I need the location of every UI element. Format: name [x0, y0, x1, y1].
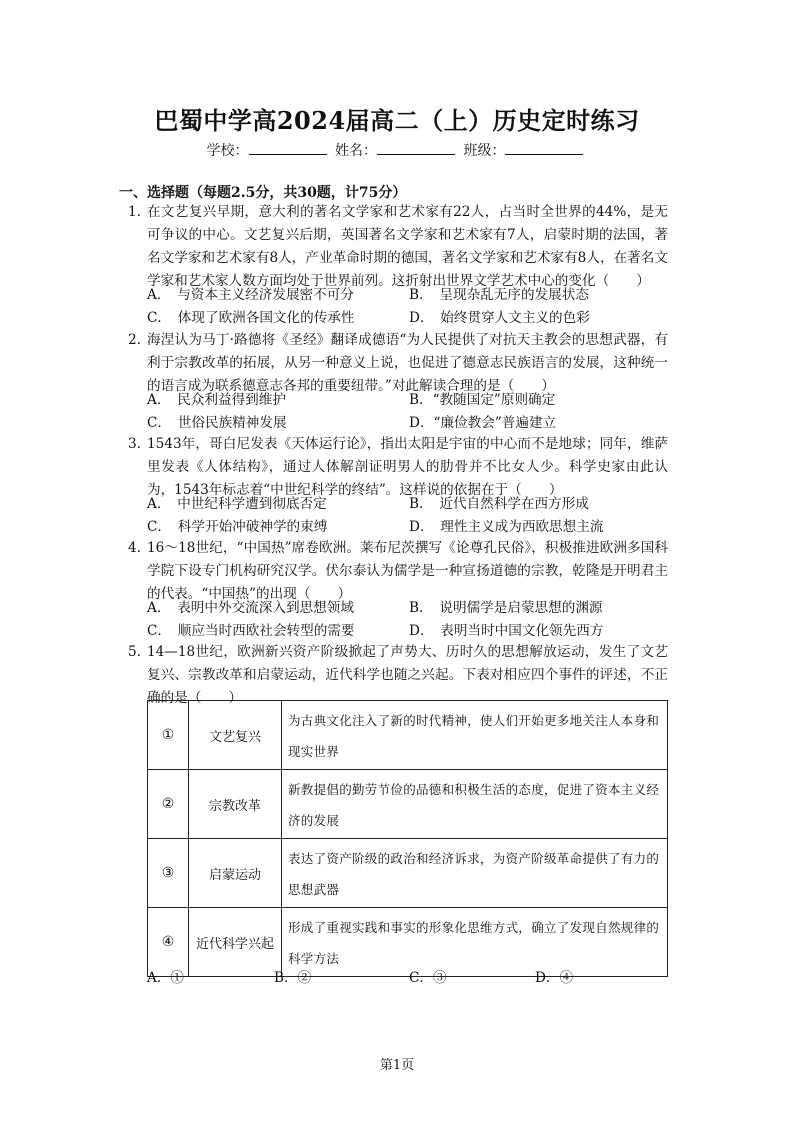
row-event: 启蒙运动 — [189, 839, 282, 908]
option-b: B．② — [274, 970, 312, 986]
question-text: 14—18世纪，欧洲新兴资产阶级掀起了声势大、历时久的思想解放运动，发生了文艺复兴、宗教改革和启蒙运动，近代科学也随之兴起。下表对相应四个事件的评述，不正确的是（ ） — [147, 644, 668, 706]
row-event: 近代科学兴起 — [189, 908, 282, 977]
row-mark: ② — [148, 770, 189, 839]
option-b: B． 呈现杂乱无序的发展状态 — [409, 287, 589, 303]
question-1 — [128, 201, 668, 293]
question-4 — [128, 537, 668, 606]
option-a: A．① — [147, 970, 185, 986]
option-b: B．“教随国定”原则确定 — [409, 392, 556, 408]
name-label: 姓名： — [335, 143, 377, 159]
section-heading: 一、选择题（每题2.5分，共30题，计75分） — [119, 185, 407, 201]
table-row — [148, 701, 668, 770]
page-number: 第1页 — [379, 1058, 415, 1073]
table-row — [148, 908, 668, 977]
option-b: B． 说明儒学是启蒙思想的渊源 — [409, 600, 603, 616]
option-d: D．“廉俭教会”普遍建立 — [409, 414, 557, 431]
student-info-line — [0, 140, 794, 160]
question-number: 3． — [128, 436, 151, 452]
table-row — [148, 770, 668, 839]
question-4-options — [147, 597, 667, 642]
question-2 — [128, 329, 668, 398]
option-c: C． 世俗民族精神发展 — [147, 414, 287, 431]
row-mark: ④ — [148, 908, 189, 977]
option-d: D． 始终贯穿人文主义的色彩 — [409, 309, 590, 326]
option-c: C．③ — [409, 970, 447, 986]
question-text: 海涅认为马丁·路德将《圣经》翻译成德语“为人民提供了对抗天主教会的思想武器，有利于宗教改革的拓展，从另一种意义上说，也促进了德意志民族语言的发展，这种统一的语言成为联系德意志各邦的重要纽带。”对此解读合理的是（ ） — [147, 332, 668, 394]
class-label: 班级： — [463, 143, 506, 159]
option-a: A． 中世纪科学遭到彻底否定 — [147, 496, 327, 512]
option-a: A． 表明中外交流深入到思想领域 — [147, 600, 354, 616]
question-3-options — [147, 493, 667, 538]
question-1-options — [147, 284, 667, 329]
question-2-options — [147, 389, 667, 434]
option-b: B． 近代自然科学在西方形成 — [409, 496, 589, 512]
question-number: 5． — [128, 644, 151, 660]
row-event: 宗教改革 — [189, 770, 282, 839]
name-blank — [377, 142, 455, 155]
evaluation-table — [147, 700, 668, 977]
question-number: 4． — [128, 540, 151, 556]
row-comment: 形成了重视实践和事实的形象化思维方式，确立了发现自然规律的科学方法 — [282, 908, 668, 977]
row-mark: ① — [148, 701, 189, 770]
school-blank — [249, 142, 327, 155]
option-d: D． 表明当时中国文化领先西方 — [409, 622, 604, 639]
row-comment: 新教提倡的勤劳节俭的品德和积极生活的态度，促进了资本主义经济的发展 — [282, 770, 668, 839]
row-comment: 为古典文化注入了新的时代精神，使人们开始更多地关注人本身和现实世界 — [282, 701, 668, 770]
option-d: D． 理性主义成为西欧思想主流 — [409, 518, 604, 535]
row-comment: 表达了资产阶级的政治和经济诉求，为资产阶级革命提供了有力的思想武器 — [282, 839, 668, 908]
page-title: 巴蜀中学高2024届高二（上）历史定时练习 — [154, 106, 640, 135]
option-a: A． 民众利益得到维护 — [147, 392, 286, 408]
option-c: C． 科学开始冲破神学的束缚 — [147, 518, 328, 535]
row-event: 文艺复兴 — [189, 701, 282, 770]
option-d: D．④ — [535, 970, 574, 986]
table-row — [148, 839, 668, 908]
question-number: 1． — [128, 204, 151, 220]
question-text: 1543年，哥白尼发表《天体运行论》，指出太阳是宇宙的中心而不是地球；同年，维萨里发表《人体结构》，通过人体解剖证明男人的肋骨并不比女人少。科学史家由此认为，1543年标志着“中世纪科学的终结”。这样说的依据在于（ ） — [147, 436, 668, 498]
row-mark: ③ — [148, 839, 189, 908]
option-a: A． 与资本主义经济发展密不可分 — [147, 287, 354, 303]
question-3 — [128, 433, 668, 502]
class-blank — [505, 142, 583, 155]
question-text: 16～18世纪，“中国热”席卷欧洲。莱布尼茨撰写《论尊孔民俗》，积极推进欧洲多国科学院下设专门机构研究汉学。伏尔泰认为儒学是一种宣扬道德的宗教，乾隆是开明君主的代表。“中国热”的出现（ ） — [147, 540, 668, 602]
option-c: C． 体现了欧洲各国文化的传承性 — [147, 309, 355, 326]
school-label: 学校： — [206, 143, 249, 159]
option-c: C． 顺应当时西欧社会转型的需要 — [147, 622, 355, 639]
question-number: 2． — [128, 332, 151, 348]
question-text: 在文艺复兴早期，意大利的著名文学家和艺术家有22人，占当时全世界的44%，是无可争议的中心。文艺复兴后期，英国著名文学家和艺术家有7人，启蒙时期的法国，著名文学家和艺术家有8人，产业革命时期的德国，著名文学家和艺术家有8人，在著名文学家和艺术家人数方面均处于世界前列。这折射出世界文学艺术中心的变化（ ） — [147, 204, 668, 289]
